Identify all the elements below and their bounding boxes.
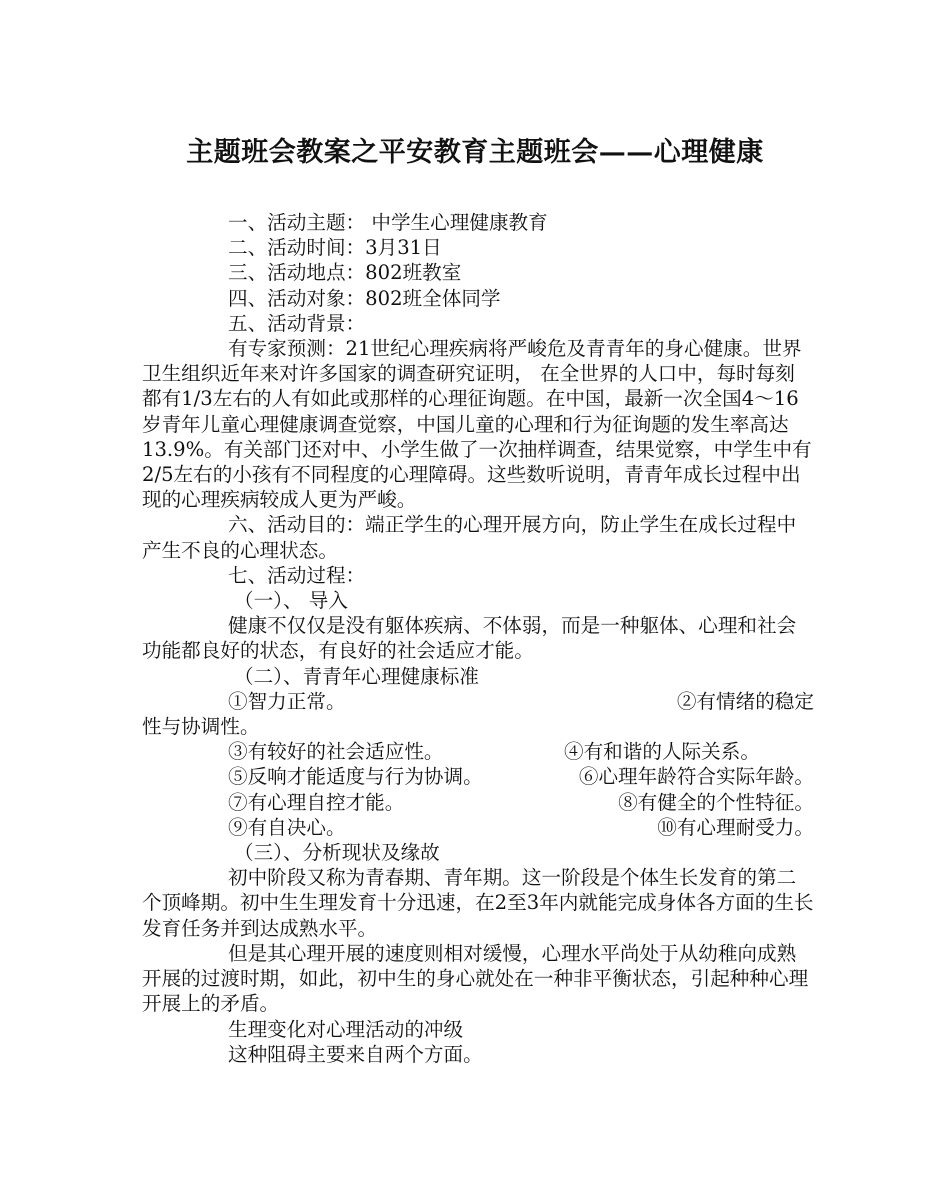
standard-item: ②有情绪的稳定 xyxy=(676,689,814,713)
standards-row-1 xyxy=(142,689,814,714)
standards-row-4 xyxy=(142,790,814,815)
document-body xyxy=(142,210,814,1067)
standard-item: ③有较好的社会适应性。 xyxy=(228,740,444,764)
activity-background-heading: 五、活动背景： xyxy=(228,311,366,335)
intro-paragraph: 健康不仅仅是没有躯体疾病、不体弱，而是一种躯体、心理和社会功能都良好的状态，有良好的社会适应才能。 xyxy=(142,614,797,663)
activity-location: 三、活动地点：802班教室 xyxy=(228,261,462,285)
standard-item: ⑤反响才能适度与行为协调。 xyxy=(228,765,483,789)
standard-item: ④有和谐的人际关系。 xyxy=(564,740,760,764)
section-intro-heading: （一）、 导入 xyxy=(234,589,348,613)
activity-theme: 一、活动主题： 中学生心理健康教育 xyxy=(228,211,548,234)
standards-row-2 xyxy=(142,739,814,764)
obstacle-source-line: 这种阻碍主要来自两个方面。 xyxy=(228,1042,483,1066)
activity-process-heading: 七、活动过程： xyxy=(228,563,366,587)
standard-item: ⑥心理年龄符合实际年龄。 xyxy=(578,765,814,789)
activity-target: 四、活动对象：802班全体同学 xyxy=(228,286,501,310)
document-title: 主题班会教案之平安教育主题班会——心理健康 xyxy=(186,137,764,168)
activity-purpose: 六、活动目的：端正学生的心理开展方向，防止学生在成长过程中产生不良的心理状态。 xyxy=(142,513,797,562)
activity-time: 二、活动时间：3月31日 xyxy=(228,236,442,260)
standard-item: ⑩有心理耐受力。 xyxy=(657,815,814,839)
section-standards-heading: （二）、青青年心理健康标准 xyxy=(234,664,479,688)
standard-item: ⑦有心理自控才能。 xyxy=(228,790,405,814)
standard-item: ①智力正常。 xyxy=(228,689,346,713)
standard-item-continuation: 性与协调性。 xyxy=(142,715,260,739)
standard-item: ⑨有自决心。 xyxy=(228,815,346,839)
analysis-paragraph-1: 初中阶段又称为青春期、青年期。这一阶段是个体生长发育的第二个顶峰期。初中生生理发育十分迅速，在2至3年内就能完成身体各方面的生长发育任务并到达成熟水平。 xyxy=(142,866,814,940)
standards-row-3 xyxy=(142,764,814,789)
physiological-change-line: 生理变化对心理活动的冲级 xyxy=(228,1017,464,1041)
background-paragraph: 有专家预测：21世纪心理疾病将严峻危及青青年的身心健康。世界卫生组织近年来对许多国家的调查研究证明， 在全世界的人口中，每时每刻都有1/3左右的人有如此或那样的心理征询题。在中国，最新一次全国4～16岁青年儿童心理健康调查觉察，中国儿童的心理和行为征询题的发生率高达13.9%。有关部门还对中、小学生做了一次抽样调查，结果觉察，中学生中有2/5左右的小孩有不同程度的心理障碍。这些数听说明，青青年成长过程中出现的心理疾病较成人更为严峻。 xyxy=(142,337,812,512)
section-analysis-heading: （三）、分析现状及缘故 xyxy=(234,841,440,865)
standard-item: ⑧有健全的个性特征。 xyxy=(618,790,814,814)
analysis-paragraph-2: 但是其心理开展的速度则相对缓慢，心理水平尚处于从幼稚向成熟开展的过渡时期，如此，初中生的身心就处在一种非平衡状态，引起种种心理开展上的矛盾。 xyxy=(142,941,809,1016)
standards-row-5 xyxy=(142,815,814,840)
